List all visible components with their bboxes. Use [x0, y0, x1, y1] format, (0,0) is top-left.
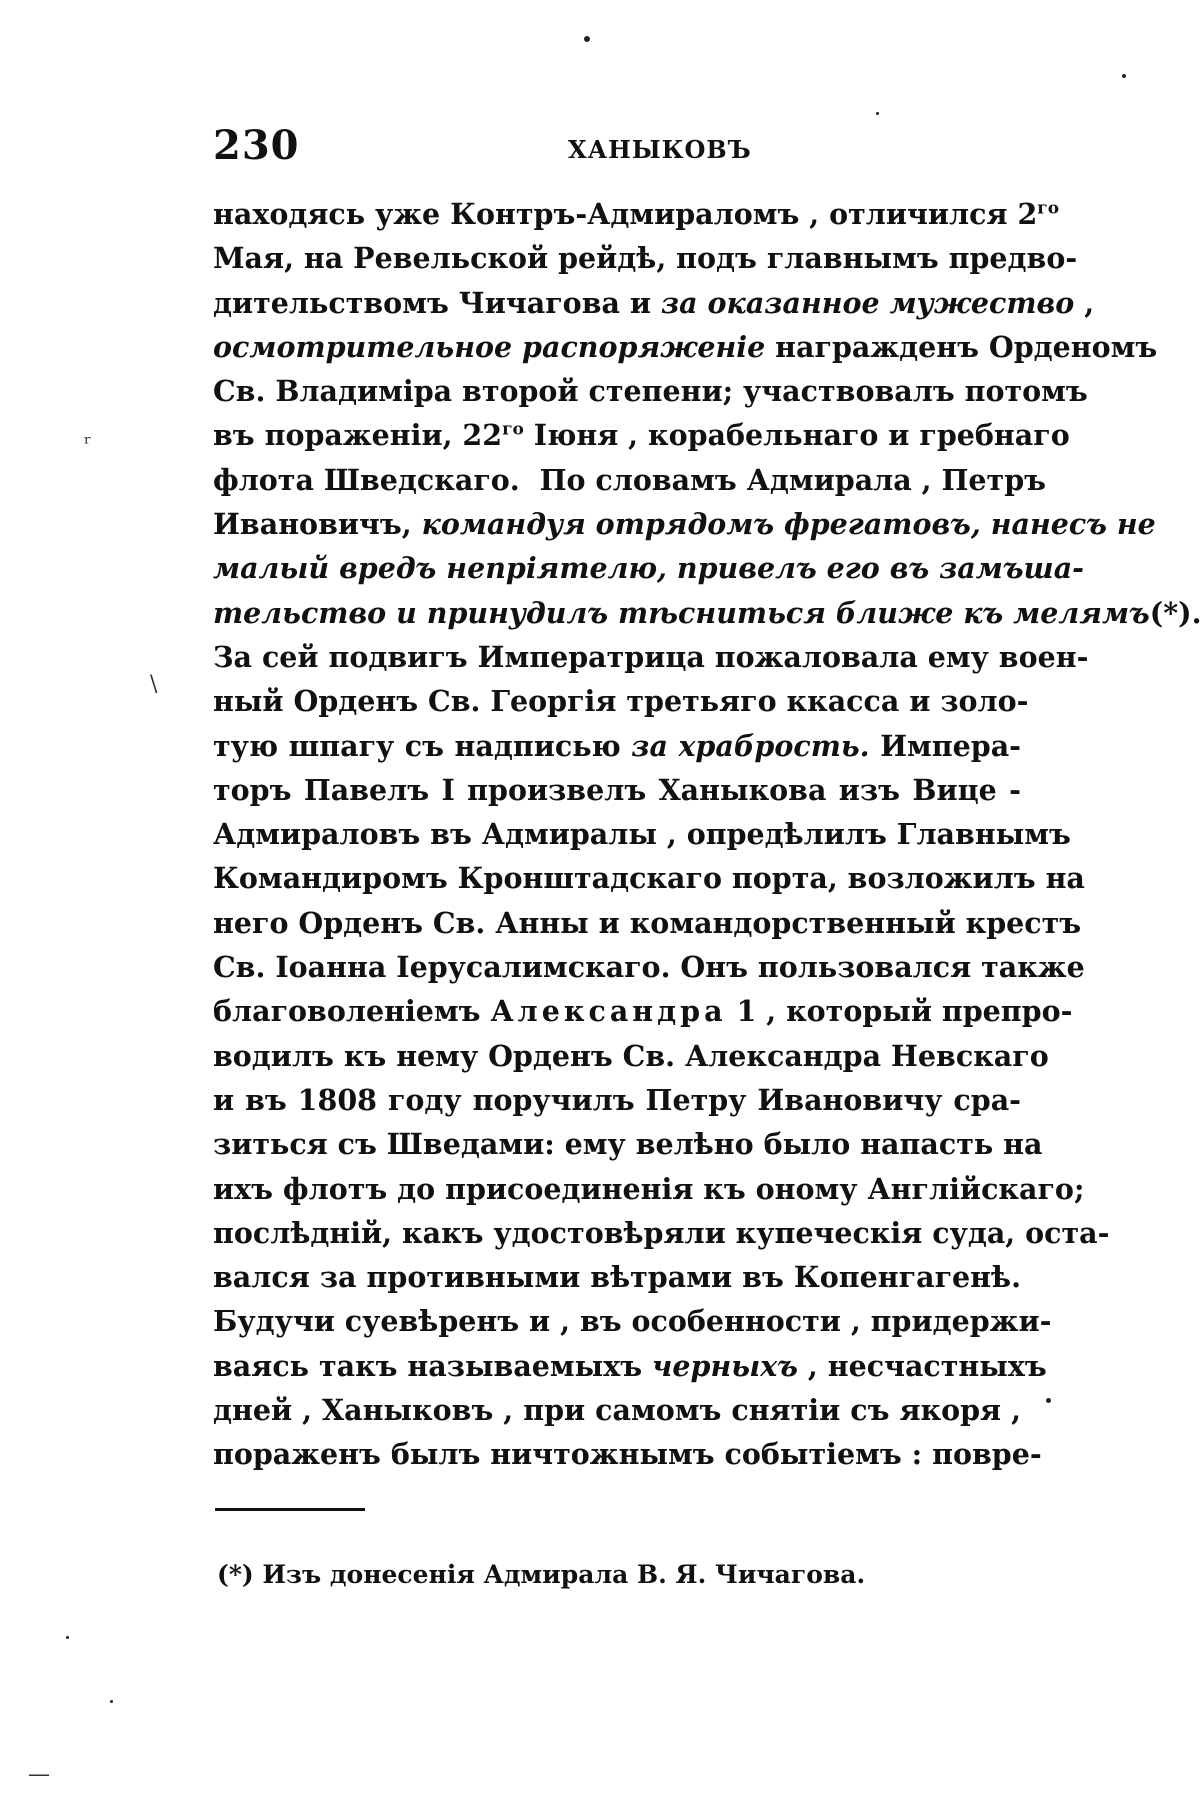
- text-line: [213, 502, 1156, 546]
- footnote: (*) Изъ донесенія Адмирала В. Я. Чичагова.: [217, 1560, 866, 1589]
- text-line: [213, 281, 1095, 325]
- text-line: [213, 945, 1085, 989]
- text-segment: Іюня , корабельнаго и гребнаго: [523, 418, 1070, 453]
- text-line: [213, 1255, 1021, 1299]
- text-line: [213, 635, 1089, 679]
- text-segment: (*).: [1149, 595, 1202, 630]
- italic-phrase: малый вредъ непріятелю, привелъ его въ замъша-: [213, 551, 1085, 586]
- footnote-rule: [215, 1508, 365, 1511]
- page-number: 230: [213, 122, 300, 169]
- margin-mark: —: [28, 1762, 50, 1787]
- text-line: [213, 1388, 1021, 1432]
- text-line: [213, 724, 1021, 768]
- page-header: [213, 122, 1021, 172]
- text-line: [213, 1167, 1085, 1211]
- ink-speck: [876, 112, 879, 115]
- ink-speck: [66, 1636, 69, 1639]
- text-line: [213, 812, 1071, 856]
- text-line: [213, 1034, 1049, 1078]
- text-segment: Св. Владиміра второй степени; участвовалъ потомъ: [213, 374, 1088, 409]
- text-segment: , несчастныхъ: [797, 1348, 1047, 1383]
- text-line: [213, 1078, 1021, 1122]
- ink-speck: [584, 36, 590, 42]
- text-segment: ихъ флотъ до присоединенія къ оному Англійскаго;: [213, 1171, 1085, 1206]
- running-title: ХАНЫКОВЪ: [568, 135, 752, 164]
- text-segment: находясь уже Контръ-Адмираломъ , отличился 2: [213, 197, 1038, 231]
- text-segment: Мая, на Ревельской рейдѣ, подъ главнымъ предво-: [213, 241, 1078, 276]
- text-segment: зиться съ Шведами: ему велѣно было напасть на: [213, 1127, 1043, 1162]
- text-line: [213, 1344, 1047, 1388]
- text-segment: За сей подвигъ Императрица пожаловала ему воен-: [213, 639, 1089, 674]
- text-line: [213, 1299, 1052, 1343]
- spaced-name: Александра: [490, 994, 727, 1029]
- text-segment: ,: [1074, 285, 1095, 320]
- text-segment: награжденъ Орденомъ: [765, 329, 1158, 364]
- text-line: [213, 546, 1085, 590]
- text-line: [213, 679, 1029, 723]
- text-segment: Командиромъ Кронштадскаго порта, возложилъ на: [213, 861, 1085, 896]
- text-line: [213, 369, 1088, 413]
- text-segment: вался за противными вѣтрами въ Копенгагенѣ.: [213, 1260, 1021, 1295]
- italic-phrase: черныхъ: [652, 1348, 798, 1383]
- text-segment: ваясь такъ называемыхъ: [213, 1348, 653, 1383]
- text-segment: Будучи суевѣренъ и , въ особенности , придержи-: [213, 1304, 1052, 1339]
- text-segment: торъ Павелъ I произвелъ Ханыкова изъ Вице -: [213, 772, 1021, 807]
- text-line: [213, 458, 1046, 502]
- text-line: [213, 1432, 1042, 1476]
- ink-speck: [110, 1700, 113, 1703]
- text-line: [213, 768, 1021, 812]
- ink-speck: [1046, 1398, 1051, 1403]
- text-segment: послѣдній, какъ удостовѣряли купеческія суда, оста-: [213, 1215, 1110, 1250]
- text-line: [213, 325, 1158, 369]
- text-segment: тую шпагу съ надписью: [213, 728, 632, 763]
- text-segment: дней , Ханыковъ , при самомъ снятіи съ якоря ,: [213, 1393, 1021, 1428]
- italic-phrase: за храбрость.: [631, 728, 870, 763]
- text-segment: 1 , который препро-: [726, 994, 1073, 1029]
- text-line: [213, 901, 1082, 945]
- text-segment: Ивановичъ,: [213, 507, 422, 542]
- text-line: [213, 989, 1073, 1033]
- text-segment: ный Орденъ Св. Георгія третьяго ккасса и золо-: [213, 684, 1029, 719]
- margin-mark: \: [150, 672, 158, 697]
- margin-mark: ʳ: [84, 432, 92, 457]
- text-line: [213, 856, 1085, 900]
- text-line: [213, 591, 1202, 635]
- text-line: [213, 1211, 1110, 1255]
- italic-phrase: тельство и принудилъ тѣсниться ближе къ мелямъ: [213, 595, 1150, 630]
- text-segment: Импера-: [869, 728, 1022, 763]
- text-segment: дительствомъ Чичагова и: [213, 285, 661, 320]
- body-text: [213, 192, 1202, 1477]
- text-segment: Адмираловъ въ Адмиралы , опредѣлилъ Главнымъ: [213, 817, 1071, 852]
- text-segment: него Орденъ Св. Анны и командорственный крестъ: [213, 905, 1082, 940]
- superscript-ordinal: го: [502, 419, 524, 440]
- italic-phrase: командуя отрядомъ фрегатовъ, нанесъ не: [421, 507, 1156, 542]
- text-segment: Св. Іоанна Іерусалимскаго. Онъ пользовался также: [213, 950, 1085, 985]
- text-segment: благоволеніемъ: [213, 994, 491, 1029]
- text-segment: пораженъ былъ ничтожнымъ событіемъ : повре-: [213, 1437, 1042, 1472]
- text-line: [213, 1122, 1043, 1166]
- text-line: [213, 192, 1060, 236]
- text-segment: водилъ къ нему Орденъ Св. Александра Невскаго: [213, 1038, 1049, 1073]
- text-segment: въ пораженіи, 22: [213, 418, 503, 453]
- text-line: [213, 236, 1078, 280]
- superscript-ordinal: го: [1037, 198, 1060, 219]
- text-segment: флота Шведскаго. По словамъ Адмирала , Петръ: [213, 462, 1046, 497]
- text-line: [213, 413, 1070, 457]
- text-segment: и въ 1808 году поручилъ Петру Ивановичу сра-: [213, 1082, 1021, 1117]
- ink-speck: [1122, 74, 1126, 78]
- italic-phrase: осмотрительное распоряженіе: [213, 329, 766, 364]
- italic-phrase: за оказанное мужество: [660, 285, 1075, 320]
